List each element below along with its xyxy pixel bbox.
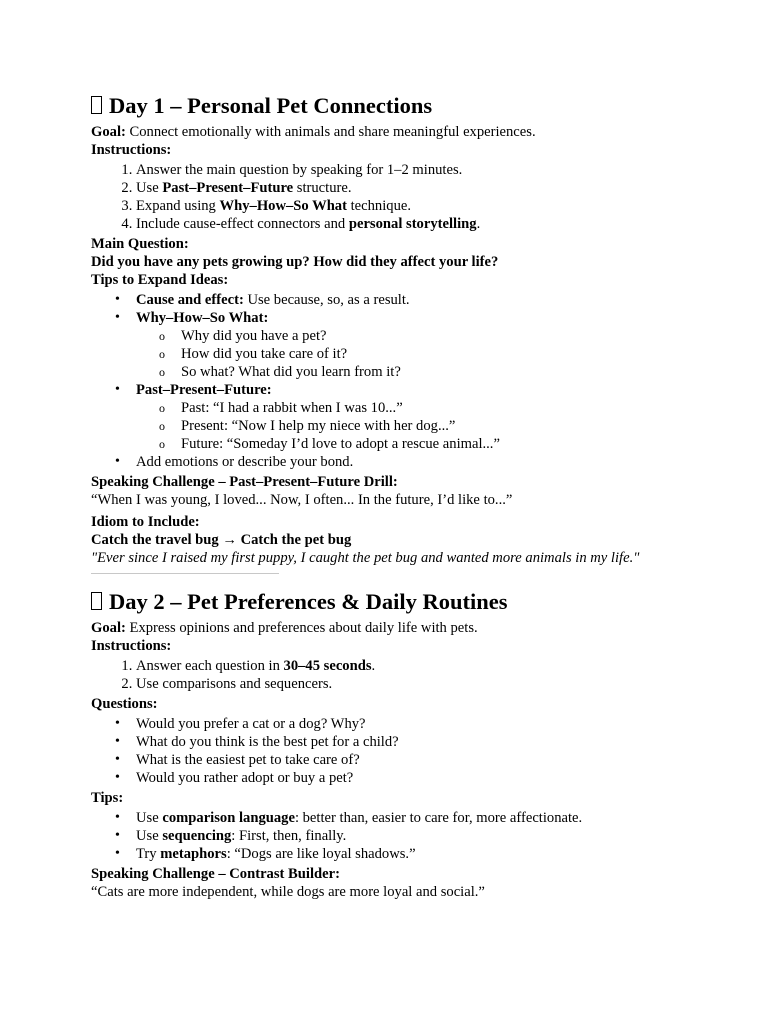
missing-glyph-icon <box>91 592 102 610</box>
list-item: • What do you think is the best pet for a child? <box>136 733 731 751</box>
list-item: 4. Include cause-effect connectors and personal storytelling. <box>136 215 731 233</box>
day2-instructions-list <box>91 657 731 693</box>
list-item: • Why–How–So What: o Why did you have a pet? o How did you take care of it? o So what? What did you learn from it? <box>136 309 731 381</box>
day2-goal: Goal: Express opinions and preferences about daily life with pets. <box>91 620 478 636</box>
list-item: • Would you prefer a cat or a dog? Why? <box>136 715 731 733</box>
list-item: • Would you rather adopt or buy a pet? <box>136 769 731 787</box>
challenge-label: Speaking Challenge – Past–Present–Future Drill: <box>91 474 398 490</box>
list-item: o Present: “Now I help my niece with her dog...” <box>181 417 731 435</box>
list-item: • What is the easiest pet to take care of? <box>136 751 731 769</box>
list-item: 1. Answer each question in 30–45 seconds. <box>136 657 731 675</box>
list-item: • Cause and effect: Use because, so, as a result. <box>136 291 731 309</box>
divider <box>91 573 279 574</box>
document <box>91 92 731 901</box>
list-item: 2. Use comparisons and sequencers. <box>136 675 731 693</box>
list-item: • Try metaphors: “Dogs are like loyal shadows.” <box>136 845 731 863</box>
day1-goal: Goal: Connect emotionally with animals and share meaningful experiences. <box>91 124 536 140</box>
questions-list <box>91 715 731 787</box>
list-item: o Future: “Someday I’d love to adopt a rescue animal...” <box>181 435 731 453</box>
list-item: • Use comparison language: better than, easier to care for, more affectionate. <box>136 809 731 827</box>
main-question: Did you have any pets growing up? How did they affect your life? <box>91 254 499 270</box>
list-item: 2. Use Past–Present–Future structure. <box>136 179 731 197</box>
day2-instructions-label: Instructions: <box>91 638 172 654</box>
idiom-example: "Ever since I raised my first puppy, I caught the pet bug and wanted more animals in my life." <box>91 550 640 566</box>
day1-instructions-list <box>91 161 731 233</box>
day1-heading <box>91 92 731 120</box>
day1-instructions-label: Instructions: <box>91 142 172 158</box>
idiom-text: Catch the travel bug → Catch the pet bug <box>91 532 352 548</box>
list-item: 1. Answer the main question by speaking for 1–2 minutes. <box>136 161 731 179</box>
list-item: o How did you take care of it? <box>181 345 731 363</box>
list-item: • Use sequencing: First, then, finally. <box>136 827 731 845</box>
day2-challenge-text: “Cats are more independent, while dogs are more loyal and social.” <box>91 884 485 900</box>
main-question-label: Main Question: <box>91 236 189 252</box>
questions-label: Questions: <box>91 696 158 712</box>
ppf-sublist <box>136 399 731 453</box>
missing-glyph-icon <box>91 96 102 114</box>
list-item: • Past–Present–Future: o Past: “I had a rabbit when I was 10...” o Present: “Now I help my niece with her dog...” o Future: “Someday I’d love to adopt a rescue animal...” <box>136 381 731 453</box>
list-item: • Add emotions or describe your bond. <box>136 453 731 471</box>
idiom-label: Idiom to Include: <box>91 514 200 530</box>
day2-heading <box>91 588 731 616</box>
list-item: o Past: “I had a rabbit when I was 10...” <box>181 399 731 417</box>
list-item: 3. Expand using Why–How–So What technique. <box>136 197 731 215</box>
day1-title: Day 1 – Personal Pet Connections <box>109 93 433 118</box>
day2-challenge-label: Speaking Challenge – Contrast Builder: <box>91 866 340 882</box>
list-item: o Why did you have a pet? <box>181 327 731 345</box>
challenge-text: “When I was young, I loved... Now, I often... In the future, I’d like to...” <box>91 492 513 508</box>
why-sublist <box>136 327 731 381</box>
tips-list <box>91 291 731 471</box>
day2-tips-list <box>91 809 731 863</box>
day2-title: Day 2 – Pet Preferences & Daily Routines <box>109 589 508 614</box>
day2-tips-label: Tips: <box>91 790 124 806</box>
list-item: o So what? What did you learn from it? <box>181 363 731 381</box>
tips-label: Tips to Expand Ideas: <box>91 272 229 288</box>
